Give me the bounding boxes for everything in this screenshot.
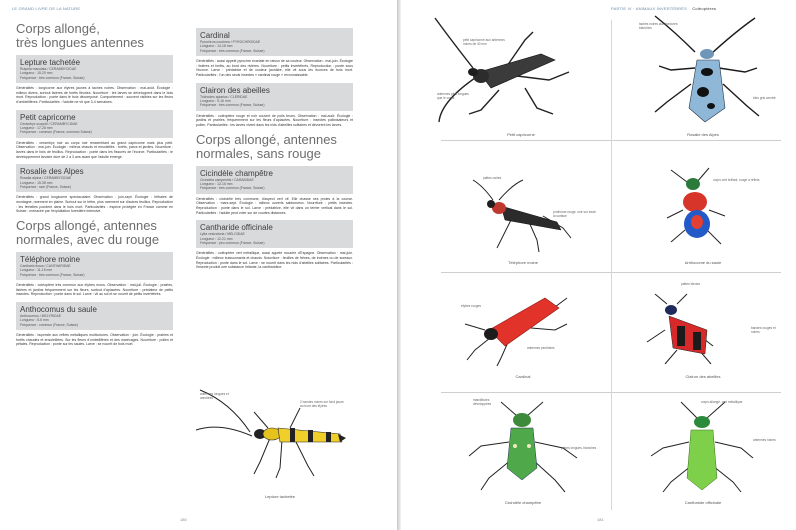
species-entry	[16, 164, 173, 214]
species-note: pattes bleues	[681, 282, 700, 286]
species-note: pattes noires	[483, 176, 502, 180]
section-heading-no-red	[196, 133, 353, 161]
species-name: Rosalie des Alpes	[20, 167, 84, 177]
heading-line: Corps allongé,	[16, 21, 100, 36]
species-name: Lepture tachetée	[20, 58, 81, 67]
entry-header	[16, 252, 173, 280]
species-length: Longueur : 17-28 mm	[20, 126, 53, 130]
species-name: Petit capricorne	[20, 112, 76, 122]
entry-header	[16, 110, 173, 138]
entry-header	[196, 166, 353, 194]
species-note: élytres rouges	[461, 304, 482, 308]
species-caption: Cicindèle champêtre	[504, 500, 542, 505]
species-latin: Cantharis fusca / CANTHARIDAE	[20, 263, 71, 268]
running-head-part: PARTIE IV · ANIMAUX INVERTÉBRÉS	[611, 6, 687, 11]
species-note: corps allongé, vert métallique	[701, 400, 743, 404]
species-frequency: Fréquence : très commun (France, Suisse)	[20, 272, 85, 277]
species-description: Généralités : cicindèle très commune, d'aspect vert vif. Elle chasse ses proies à la course. Observation : mars-sept. Écologie : milieux ouverts sablonneux. Nourriture : petits insectes. Reproduction : ponte dans le sol. Larve : prédatrice, elle vit dans un terrier vertical dans le sol. Particularités : l'adulte peut voler sur de courtes distances.	[196, 196, 353, 215]
species-length: Longueur : 9-16 mm	[200, 99, 231, 103]
species-note: bleu gris cendré	[753, 96, 776, 100]
species-entry	[16, 252, 173, 297]
species-description: Généralités : cerambyx noir au corps noir ressemblant au grand capricorne mais plus petit. Observation : mai-juin. Écologie : milieux chauds et ensoleillés : forêts, parcs et jardins. Nourriture : larves dans le bois de feuillus. Reproduction : ponte dans les fissures de l'écorce. Particularités : le développement larvaire dure de 2 à 3 ans avant que l'adulte émerge.	[16, 140, 173, 159]
species-length: Longueur : 12-21 mm	[200, 236, 233, 241]
entry-header	[16, 55, 173, 83]
species-entry	[16, 55, 173, 105]
entry-header	[16, 164, 173, 192]
species-frequency: Fréquence : très commun (France, Suisse)	[200, 186, 265, 191]
species-frequency: Fréquence : peu commun (France, Suisse)	[200, 241, 265, 245]
species-name: Cicindèle champêtre	[200, 168, 273, 178]
species-entry	[196, 220, 353, 270]
species-frequency: Fréquence : très commun (France, Suisse)	[200, 48, 265, 53]
species-caption: Téléphore moine	[507, 260, 539, 265]
species-frequency: Fréquence : rare (France, Suisse)	[20, 185, 71, 189]
species-latin: Pyrochroa coccinea / PYROCHROIDAE	[200, 40, 261, 44]
heading-line: normales, sans rouge	[196, 145, 322, 161]
species-note: prothorax rouge, noir sur toute la surface	[553, 210, 596, 218]
species-latin: Rutpela maculata / CERAMBYCIDAE	[20, 67, 77, 71]
species-entry	[196, 28, 353, 78]
species-description: Généralités : longicorne aux élytres jaunes à taches noires. Observation : mai-août. Écologie : milieux divers, surtout lisières de forêts fleuries. Nourriture : les larves se développent dans le bois mort. Reproduction : ponte dans le bois décomposé. Comportement : souvent visibles sur les fleurs d'ombellifères. Particularités : l'adulte ne vit que 3-4 semaines.	[16, 86, 173, 104]
petit-capricorne-illustration	[421, 10, 601, 130]
species-description: Généralités : coléoptère très commun aux élytres mous. Observation : mai-juil. Écologie : prairies, lisières et jardins fréquemment sur les fleurs, surtout d'apiacées. Nourriture : prédateur de petits insectes. Reproduction : ponte dans le sol. Larve : vit au sol et se nourrit de petits invertébrés.	[16, 283, 173, 297]
species-caption: Anthocome du saule	[684, 260, 722, 265]
entry-header	[16, 302, 173, 330]
species-length: Longueur : 15-20 mm	[20, 71, 53, 76]
section-heading-long-antennae	[16, 22, 173, 50]
species-entry	[16, 110, 173, 160]
species-note: taches noires aux bordures blanches	[639, 22, 678, 30]
species-length: Longueur : 15-38 mm	[20, 180, 53, 185]
page-number-left: 180	[180, 517, 187, 522]
clairon-des-abeilles-illustration	[637, 290, 757, 370]
species-description: Généralités : grand longicorne spectaculaire. Observation : juin-sept. Écologie : hêtraies de montagne, rarement en plaine. Surtout sur le hêtre, plus rarement sur d'autres feuillus. Reproduction : les femelles pondent dans le bois mort. Particularités : espèce protégée en France comme en Suisse ; menacée par l'exploitation forestière intensive.	[16, 195, 173, 214]
section-heading-red-normal-antennae	[16, 219, 173, 247]
species-caption: Petit capricorne	[507, 132, 535, 137]
rosalie-des-alpes-illustration	[615, 12, 785, 132]
species-note: mandibules développées	[473, 398, 492, 406]
page-number-right: 181	[597, 517, 604, 522]
figure-note: antennes longues et annelées	[200, 392, 229, 400]
species-description: Généralités : aussi appelé pyrochre écarlate en raison de sa couleur. Observation : mai-juin. Écologie : lisières et forêts, au bord des rivières. Nourriture : petits invertébrés. Reproduction : ponte sous l'écorce. Larve : prédatrice et de couleur jaunâtre, elle vit sous les écorces de bois mort. Particularités : l'un des seuls insectes « cardinal rouge » reconnaissable.	[196, 59, 354, 77]
species-note: antennes plus longues que le corps	[437, 92, 469, 100]
heading-line: Corps allongé, antennes	[196, 131, 337, 147]
running-head-right	[611, 6, 716, 11]
grid-divider	[611, 20, 612, 510]
species-description: Généralités : coléoptère rouge et noir couvert de poils bruns. Observation : mai-août. Écologie : jardins et prairies, fréquemment sur les fleurs d'apiacées. Nourriture : insectes pollinisateurs et pollen. Particularités : les larves vivent dans les nids d'abeilles solitaires et dévorent les larves.	[196, 113, 353, 127]
species-name: Anthocomus du saule	[20, 304, 97, 314]
running-head-left: LE GRAND LIVRE DE LA NATURE	[12, 6, 81, 11]
species-caption: Cardinal	[515, 374, 531, 379]
species-latin: Anthocomus / MELYRIDAE	[20, 313, 62, 318]
species-frequency: Fréquence : commun (France, Suisse)	[20, 322, 78, 327]
left-page	[0, 0, 397, 530]
species-note: antennes noires	[753, 438, 776, 442]
cardinal-illustration	[455, 290, 595, 370]
species-note: bandes rouges et noires	[751, 326, 776, 334]
species-entry	[16, 302, 173, 347]
species-note: petit capricorne aux antennes noires de 40 mm	[463, 38, 505, 46]
species-note: antennes pectinées	[527, 346, 555, 350]
species-caption: Clairon des abeilles	[685, 374, 721, 379]
species-latin: Rosalia alpina / CERAMBYCIDAE	[20, 176, 72, 181]
left-column-2	[196, 28, 353, 275]
species-name: Cantharide officinale	[200, 223, 273, 233]
heading-line: normales, avec du rouge	[16, 231, 160, 247]
running-head-section: Coléoptères	[692, 6, 717, 11]
species-entry	[196, 83, 353, 128]
species-length: Longueur : 12-16 mm	[200, 182, 233, 186]
species-latin: Cerambyx scopolii / CERAMBYCIDAE	[20, 121, 78, 126]
species-name: Cardinal	[200, 31, 230, 40]
anthocome-du-saule-illustration	[647, 160, 747, 260]
species-frequency: Fréquence : très commun (France, Suisse)	[20, 75, 85, 80]
entry-header	[196, 83, 353, 111]
species-latin: Trichodes apiarius / CLERIDAE	[200, 94, 248, 99]
heading-line: très longues antennes	[16, 35, 144, 50]
species-latin: Lytta vesicatoria / MELOIDAE	[200, 232, 245, 237]
species-length: Longueur : 14-18 mm	[200, 44, 233, 49]
species-length: Longueur : 11-15 mm	[20, 268, 53, 273]
entry-header	[196, 28, 353, 56]
cantharide-officinale-illustration	[637, 396, 767, 496]
species-length: Longueur : 5-6 mm	[20, 318, 49, 323]
species-caption: Rosalie des Alpes	[687, 132, 719, 137]
right-page	[401, 0, 796, 530]
species-entry	[196, 166, 353, 216]
species-note: pattes longues, blanches	[561, 446, 597, 450]
species-caption: Cantharide officinale	[684, 500, 722, 505]
species-note: corps vert brillant, rouge à reflets	[713, 178, 760, 182]
species-name: Téléphore moine	[20, 254, 81, 264]
species-frequency: Fréquence : commun (France, commun Suisse)	[20, 130, 92, 135]
species-latin: Cicindela campestris / CARABIDAE	[200, 177, 254, 182]
species-description: Généralités : bupreste aux reflets métalliques multicolores. Observation : juin. Écologie : prairies et forêts chaudes et ensoleillées. Sur les fleurs d'ombellifères et des marécages. Nourriture : pollen et pétales. Reproduction : ponte sur les saules. Larve : se nourrit de bois mort.	[16, 333, 173, 347]
figure-caption: Lepture tachetée	[264, 494, 296, 499]
left-column-1	[16, 22, 173, 352]
species-frequency: Fréquence : très commun (France, Suisse)	[200, 103, 265, 108]
entry-header	[196, 220, 353, 248]
figure-note: 2 bandes noires sur fond jaune au bord des élytres	[300, 400, 344, 408]
species-name: Clairon des abeilles	[200, 85, 270, 95]
species-description: Généralités : coléoptère vert métallique, aussi appelé mouche d'Espagne. Observation : mai-juin. Écologie : milieux buissonnants et chauds. Nourriture : feuilles de frênes, de troènes ou de sureaux. Reproduction : ponte dans le sol. Larve : se nourrit dans les nids d'abeilles solitaires. Particularités : l'insecte produit une substance irritante, la cantharidine.	[196, 251, 353, 270]
heading-line: Corps allongé, antennes	[16, 217, 157, 233]
